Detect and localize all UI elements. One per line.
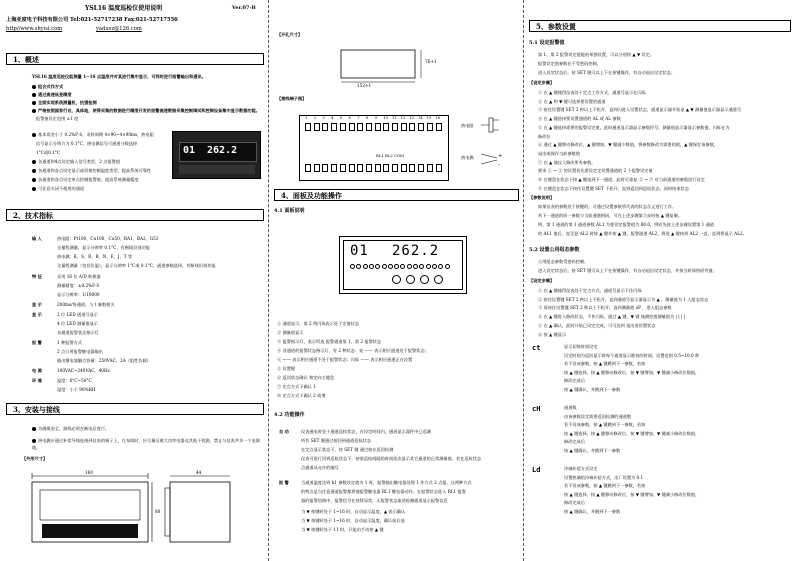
panel-legend-item: ③ 报警指示灯，表示所选 报警通道第 1、第 2 报警状态 xyxy=(277,339,382,344)
setting-step: ⑨ 在键盘在状态下按住设置键 SET 不松开，直到返回到巡检状态，同时结束状态 xyxy=(538,185,689,191)
terminal-screw xyxy=(340,123,346,131)
panel-legend-item: ⑥ 返回状态确认 和定向主键盘 xyxy=(277,375,335,380)
param-line: 设定时间为巡回显示时每个通道显示维持的时间，设置范围 0.5~10.0 秒 xyxy=(564,352,700,358)
relay-label: RL1 RL2 COM xyxy=(376,153,404,158)
device-channel-led: 01 xyxy=(183,145,196,156)
device-keypad xyxy=(179,165,255,174)
setting-step: 要求 ① → ② 的设置首先要设定定设置通道的 2 个报警设定值 xyxy=(538,168,653,174)
terminal-screw xyxy=(349,164,355,172)
ops-text: 当 ▼ 按键时处于 11 时，只能由手动按 ▲ 键 xyxy=(301,527,384,532)
setting-step: ④ 在 ▲ 键选择要设置通道的 AL 或 AL 参数 xyxy=(538,116,621,122)
param-symbol: Ld xyxy=(532,466,541,474)
column-1 xyxy=(0,0,268,561)
param-symbol: cH xyxy=(532,405,541,413)
spec-key-input: 输 入 xyxy=(32,236,42,241)
terminal-screw xyxy=(305,164,311,172)
param-text: 报警设定值参数在不受密码控制。 xyxy=(538,61,601,66)
channel-alarm-led xyxy=(407,264,412,269)
rtd-label: 热电阻 xyxy=(461,123,474,128)
doc-version: Ver.07-B xyxy=(232,5,256,11)
param-text: 进入设定状态后，按 SET 键可以上下在按键操作，有自动退出设定状态。 xyxy=(538,70,676,75)
param-line: 按 ▲ 键选择，按 ▲ 键移动修改位，按 ▼ 键增加，▼ 键减小修改位数值， xyxy=(564,369,700,375)
front-panel xyxy=(339,236,467,294)
setting-step: ⑥ 通过 ▲ 键移动修改位，▲ 键增加，▼ 键减少数值，将参数修改为需要的值，▲ 键保存该参数， xyxy=(538,142,718,148)
svg-text:+: + xyxy=(498,153,503,159)
terminal-number: 5 xyxy=(339,116,343,120)
channel-alarm-led xyxy=(363,264,368,269)
terminal-number: 13 xyxy=(409,116,414,120)
terminal-number: 7 xyxy=(357,116,360,120)
common-step: ② 按住设置键 SET 2 秒以上不松开，直到通道号显示器显示为 ▲ ，测量值为 1 入组态状态 xyxy=(538,296,709,302)
ops-text: 器的报警回路中，报警信号在持续异常，无报警状态取消检测通道显示报警信息 xyxy=(301,498,448,503)
cutout-drawing xyxy=(309,42,449,88)
panel-legend-item: ⑤ 设置键 xyxy=(277,366,296,371)
param-line: 按 ▲ 键确认，并跳到下一参数 xyxy=(564,386,621,392)
ops-text: 仪表可进行回到巡检状态下，按第巡检间隔的时间依次显示其它通道的正常测量值，若在巡检状态 xyxy=(301,456,482,461)
spec-value: 温度：0°C~50°C xyxy=(57,378,92,383)
setting-step: ② 在 ▲ 和 ▼ 键可选择要设置的通道 xyxy=(538,98,606,104)
ops-text: 点通道从允许的编号 xyxy=(301,465,339,470)
terminal-screw xyxy=(409,123,415,131)
terminal-screw xyxy=(375,123,381,131)
section-specs-title: 2、技术指标 xyxy=(6,209,264,221)
param-line: 由该参数设定需要巡回检测的通道数 xyxy=(564,413,632,419)
steps2-label: 【设定步骤】 xyxy=(529,278,555,283)
terminal-screw xyxy=(366,123,372,131)
channel-alarm-led xyxy=(388,264,393,269)
terminal-number: 9 xyxy=(374,116,377,120)
terminal-number: 3 xyxy=(322,116,325,120)
cutout-height: 76+1 xyxy=(425,59,437,64)
panel-value-display: 262.2 xyxy=(392,243,440,259)
ops-text: 所有 SET 键通过按回到通道巡检状态 xyxy=(301,438,372,443)
ops-key-auto: 自 动 xyxy=(279,429,289,434)
explain-label: 【参数说明】 xyxy=(529,195,555,200)
panel-channel-display: 01 xyxy=(350,243,369,259)
spec-value: 显示分辨率：1/10000 xyxy=(57,292,100,297)
common-step: ① 在 ▲ 键使得仪表处于定点方式，通道号显示不住闪烁 xyxy=(538,288,642,293)
feature-item: 各通道和各点设定单点控制报警值，提高系统测量精度 xyxy=(32,178,139,182)
channel-alarm-led xyxy=(350,264,355,269)
param-symbol: ct xyxy=(532,344,541,352)
terminal-screw xyxy=(349,123,355,131)
website-link[interactable]: http//www.shyisi.com xyxy=(6,26,63,32)
column-2 xyxy=(268,0,524,561)
terminal-screw xyxy=(314,123,320,131)
common-step: ⑥ 按 ▲ 键显示 xyxy=(538,331,567,337)
terminal-screw xyxy=(409,164,415,172)
spec-key-feature: 特 征 xyxy=(32,274,42,279)
terminal-screw xyxy=(418,164,424,172)
param-line: 按 ▲ 键确认，并跳到下一参数 xyxy=(564,447,621,453)
common-step: ④ 在 ▲ 键进入修改状态，不作闪烁，通过 ▲ 键，▼ 键 使测控值测量值为 | | | | xyxy=(538,314,686,320)
setting-step: ⑤ 在 ▲ 键选择需要的报警设定值，此时通道显示器显示参数符号，测量值显示器显示参数值，闪烁在为 xyxy=(538,124,730,130)
email-link[interactable]: yadusz@126.com xyxy=(96,26,142,32)
device-value-led: 262.2 xyxy=(207,145,238,156)
channel-alarm-led xyxy=(394,264,399,269)
ops-text: 仪表通电时处于通道巡检状态，在设定时间内，通道显示器件中已巡测 xyxy=(301,429,431,434)
terminal-screw xyxy=(357,164,363,172)
spec-value: 湿度：小于 90%RH xyxy=(57,387,96,392)
param-line: 若不设该参数，按 ▲ 键跳到下一参数，若按 xyxy=(564,483,646,488)
channel-alarm-led xyxy=(432,264,437,269)
ops-text: 当 ▼ 按键时处于 1~16 时，自动显示温度，确认前后退 xyxy=(301,518,405,523)
common-step: ③ 再按住设置键 SET 2 秒以上不松开，直到测量值 oP ，进入组态参数 xyxy=(538,305,672,311)
terminal-number: 4 xyxy=(331,116,334,120)
ops-text: 的特点是当任意通道报警都将使报警继电器 RL1 继电器动作。在报警状态进入 RL1 报警 xyxy=(301,489,466,494)
terminal-screw xyxy=(322,123,328,131)
terminal-number: 6 xyxy=(348,116,351,120)
param-line: 修改完成后 xyxy=(564,378,585,383)
install-note: 为确保安全，接线必须在断电后进行。 xyxy=(32,427,109,431)
thermocouple-symbol xyxy=(481,148,505,170)
dim-width: 160 xyxy=(85,470,93,475)
param-line: 通道数 xyxy=(564,405,577,410)
outline-label: 【外形尺寸】 xyxy=(22,456,48,461)
column-3 xyxy=(523,0,793,561)
setting-step: 退出或保存当前参数值 xyxy=(538,150,580,156)
panel-legend-item: ② 测量值显示 xyxy=(277,330,304,335)
channel-alarm-led xyxy=(445,264,450,269)
explain-text: 若下一通道的同一参数与当前通道相同，可在上述步骤第⑤步时按 ▲ 键复制。 xyxy=(538,213,683,218)
channel-alarm-led xyxy=(369,264,374,269)
dim-height: 80 xyxy=(155,509,161,514)
return-key[interactable] xyxy=(406,275,415,284)
terminal-screw xyxy=(322,164,328,172)
section-panel-title: 4、面板及功能操作 xyxy=(274,189,519,201)
spec-value: 热电阻：Pt100、Cu100、Cu50、BA1、BA2、G53 xyxy=(57,236,159,241)
overview-intro: YSL16 温度巡检仪能测量 1~16 点温度并对其进行集中显示，可同时进行报警输出和通讯。 xyxy=(32,74,206,79)
channel-alarm-led xyxy=(400,264,405,269)
svg-text:-: - xyxy=(498,162,500,168)
device-photo xyxy=(172,131,261,179)
terminal-screw xyxy=(392,123,398,131)
terminal-screw xyxy=(418,123,424,131)
channel-alarm-led xyxy=(375,264,380,269)
cutout-width: 152+1 xyxy=(357,83,372,88)
spec-value: 1 种报警方式 xyxy=(57,340,82,345)
down-key[interactable] xyxy=(434,275,443,284)
panel-legend-item: ① 通道显示，第 2 例闪烁表示处于定值状态 xyxy=(277,321,360,326)
terminal-screw xyxy=(383,123,389,131)
section-params-title: 5、参数设置 xyxy=(529,20,791,32)
terminal-screw xyxy=(357,123,363,131)
terminal-screw xyxy=(366,164,372,172)
param-line: 修改完成后 xyxy=(564,439,585,444)
spec-key-environment: 环 境 xyxy=(32,378,42,383)
spec-value: 全量程测量，显示分辨率 0.1°C，有断线识别功能 xyxy=(57,245,150,250)
param-text: 第 1、第 2 报警设定值能的单独设置，可以分别按 ▲ ▼ 设定。 xyxy=(538,52,655,57)
set-key[interactable] xyxy=(392,275,401,284)
ops-text: 当通道温度达到 h1 参数设定值为 1 时，报警输出继电器处理 1 作方式 2 点报，这两种方式 xyxy=(301,480,472,485)
setting-step: ③ 按住设置键 SET 2 秒以上不松开，直到闪进入设置状态，通道显示器开始显 ▲ ▼ 测量值显示器显示通道号 xyxy=(538,107,742,113)
setting-step: ⑦ 在 ▲ 使仪入修改所有参数。 xyxy=(538,159,596,165)
spec-value: 各通道报警状态指示灯 xyxy=(57,330,99,335)
channel-alarm-led xyxy=(438,264,443,269)
setting-step: 修改位 xyxy=(538,133,551,139)
ops-text: 当 ▼ 按键时处于 1~16 时，自动显示温度，▲ 表示确认 xyxy=(301,509,406,514)
terminal-number: 8 xyxy=(365,116,369,120)
ops-key-alarm: 报 警 xyxy=(279,480,289,485)
setting-step: ① 在 ▲ 键使得仪表处于定点工作方式，通道号显示在闪烁 xyxy=(538,90,646,95)
spec-value: 4 位 LED 测量值显示 xyxy=(57,321,98,326)
terminal-screw xyxy=(436,164,442,172)
overview-bullet: 全面实现系统测量机，抗强检测 xyxy=(32,101,97,105)
terminal-screw xyxy=(383,164,389,172)
terminal-screw xyxy=(375,164,381,172)
setting-steps-label: 【设定步骤】 xyxy=(529,80,555,85)
channel-alarm-led xyxy=(382,264,387,269)
feature-item: 可任意关闭不使用的通道 xyxy=(32,187,84,191)
cutout-label: 【开孔尺寸】 xyxy=(277,32,303,37)
channel-alarm-led xyxy=(426,264,431,269)
tc-label: 热电偶 xyxy=(461,155,474,160)
param-line: 若不设该参数，按 ▲ 键跳到下一参数，若按 xyxy=(564,422,646,427)
panel-subtitle: 4.1 面板说明 xyxy=(274,208,305,214)
param-line: 设置热偶的冷端补偿方式，出厂设置为 0.1 xyxy=(564,474,644,480)
spec-value: 输出继电器触点容量：250VAC，2A（阻性负载） xyxy=(57,358,151,363)
terminal-screw xyxy=(436,123,442,131)
explain-text: 的 AL1 值后，直至显 AL2 时按 ▲ 键并按 ▲ 键，报警通道 AL2，将进 ▲ 键按到 AL2 一直，直到将显示 AL2。 xyxy=(538,231,747,236)
terminal-number: 2 xyxy=(313,116,316,120)
spec-value: 100VAC~240VAC，40Hz xyxy=(57,368,110,373)
terminal-number: 12 xyxy=(400,116,406,120)
alarm-setting-subtitle: 5.1 设定报警值 xyxy=(529,40,565,46)
terminal-screw xyxy=(331,123,337,131)
feature-item: 信号显示分辨力为 0.1°C，热电偶信号可通道分数选择 xyxy=(36,141,138,146)
channel-alarm-led xyxy=(356,264,361,269)
bottom-terminals xyxy=(305,160,445,178)
wiring-label: 【接线端子图】 xyxy=(277,96,307,101)
install-note: 热电偶应通过补偿导线连接到仪表的端子上，在布线时，应尽量远离大功率电器及其他干扰源，禁止与仪表共享一个电源地。 xyxy=(32,438,260,451)
overview-bullet-cont: 报警值设定范围 ±1 度 xyxy=(36,116,79,121)
terminal-screw xyxy=(401,123,407,131)
alarm-led-row xyxy=(350,264,450,269)
spec-value: 采用 16 位 A/D 转换器 xyxy=(57,274,101,279)
dim-side: 44 xyxy=(196,470,202,475)
overview-bullet: 严格按照国家行业，具体地，使得采集的数据进行精度开发的报警高速数据采集控制调试和控制设备集中显示数据功能。 xyxy=(32,109,260,113)
param-line: 按 ▲ 键确认，并跳到下一参数 xyxy=(564,508,621,514)
section-overview-title: 1、概述 xyxy=(6,53,264,65)
feature-item: 各通道和各点设定显示或切换控制温度类型，提高系统可靠性 xyxy=(32,169,151,173)
terminal-number: 10 xyxy=(383,116,388,120)
terminal-screw xyxy=(314,164,320,172)
spec-key-cycle: 显 示 xyxy=(32,302,42,307)
terminal-screw xyxy=(331,164,337,172)
terminal-number: 15 xyxy=(426,116,432,120)
spec-key-display: 显 示 xyxy=(32,312,42,317)
setting-step: ⑧ 在键盘在状态下按 ▲ 键选到下一通道，此时可重复 ⑤ → ⑦ 对当前通道的参数进行设定 xyxy=(538,177,705,182)
spec-value: 2 点公用报警继电器输出 xyxy=(57,349,103,354)
terminal-screw xyxy=(427,123,433,131)
ops-text: 在定点显示状态下，按 SET 键 通过按在巡回检测 xyxy=(301,447,394,452)
company-contact: 上海亚度电子科技有限公司 Tel:021-52717238 Fax:021-52717556 xyxy=(6,17,178,23)
feature-item: 1°C或0.1°C xyxy=(36,150,61,155)
param-line: 冷端补偿方式设定 xyxy=(564,466,598,471)
panel-legend-item: 灭 —— 表示相应通道不处于报警状态；闪烁 —— 表示相应通道正在设置 xyxy=(277,357,413,362)
section-install-title: 3、安装与接线 xyxy=(6,403,264,415)
channel-alarm-led xyxy=(413,264,418,269)
doc-title: YSL16 温度巡检仪使用说明 xyxy=(85,5,163,12)
ops-subtitle: 4.2 功能操作 xyxy=(274,412,305,418)
outline-drawing xyxy=(20,466,260,556)
spec-value: 测量精度：±0.2%F·S xyxy=(57,283,100,288)
rtd-symbol xyxy=(481,114,501,136)
param-text: 公用组态参数受密码控制。 xyxy=(538,259,589,264)
param-line: 修改完成后 xyxy=(564,500,585,505)
explain-text: 例，第 1 通道的第 1 通道参数 AL1 为要设定报警值为 80.0，例若先按上述步骤设置第 1 通道 xyxy=(538,222,714,227)
explain-text: 如果仪表的参数处于按键的，可通过设置参数所代表的状态含义进行工作。 xyxy=(538,204,677,209)
terminal-number: 16 xyxy=(435,116,441,120)
common-params-subtitle: 5.2 设置公用组态参数 xyxy=(529,247,580,253)
terminal-number: 1 xyxy=(305,116,308,120)
panel-legend-item: ⑦ 定点方式下确认 1 xyxy=(277,384,316,389)
param-line: 按 ▲ 键选择，按 ▲ 键移动修改位，按 ▼ 键增加，▼ 键减小修改位数值， xyxy=(564,430,700,436)
terminal-screw xyxy=(392,164,398,172)
top-terminals xyxy=(305,117,445,137)
up-key[interactable] xyxy=(420,275,429,284)
panel-legend-item: ⑧ 定点方式下确认 2 或增 xyxy=(277,393,326,398)
terminal-screw xyxy=(305,123,311,131)
terminal-number: 11 xyxy=(392,116,397,120)
terminal-screw xyxy=(401,164,407,172)
spec-value: 200ms/每通道，与 t 参数相关 xyxy=(57,302,115,307)
param-text: 进入设定状态后，按 SET 键可以上下在按键操作，有自动退出设定状态，并按当时保持原有值。 xyxy=(538,268,717,273)
terminal-screw xyxy=(340,164,346,172)
feature-item: 基本误差小于 0.2%F·S，采样周期 4×90~4×90ms，热电阻 xyxy=(32,133,154,137)
param-line: 若不设该参数，按 ▲ 键跳到下一参数，若按 xyxy=(564,361,646,366)
overview-bullet: 组合式作方式 xyxy=(32,85,63,89)
terminal-number: 14 xyxy=(418,116,423,120)
overview-bullet: 通过高速低差精度 xyxy=(32,93,72,97)
common-step: ⑤ 在 ▲ 确认，此时开始已设定完成，可可达到 退出进设置状态 xyxy=(538,322,656,328)
spec-key-power: 电 源 xyxy=(32,368,42,373)
spec-value: 全量程测量（包括负温），显示分辨率 1°C或 0.1°C，通道参数选择，有断线识别功能 xyxy=(57,263,216,268)
spec-value: 2 位 LED 通道号显示 xyxy=(57,312,98,317)
spec-value: 热电偶：K、S、R、B、N、E、J、T 等 xyxy=(57,254,133,259)
channel-alarm-led xyxy=(419,264,424,269)
panel-legend-item: ④ 各通道的报警状态指示灯，有 2 种状态：亮 —— 表示相应通道处于报警状态； xyxy=(277,348,429,353)
param-line: 显示切换时间设定 xyxy=(564,344,598,349)
feature-item: 各通道和4点设定输入信号类型，2 点报警值 xyxy=(32,160,120,164)
spec-key-alarm: 报 警 xyxy=(32,340,42,345)
terminal-screw xyxy=(427,164,433,172)
param-line: 按 ▲ 键选择，按 ▲ 键移动修改位，按 ▼ 键增加，▼ 键减小修改位数值， xyxy=(564,491,700,497)
